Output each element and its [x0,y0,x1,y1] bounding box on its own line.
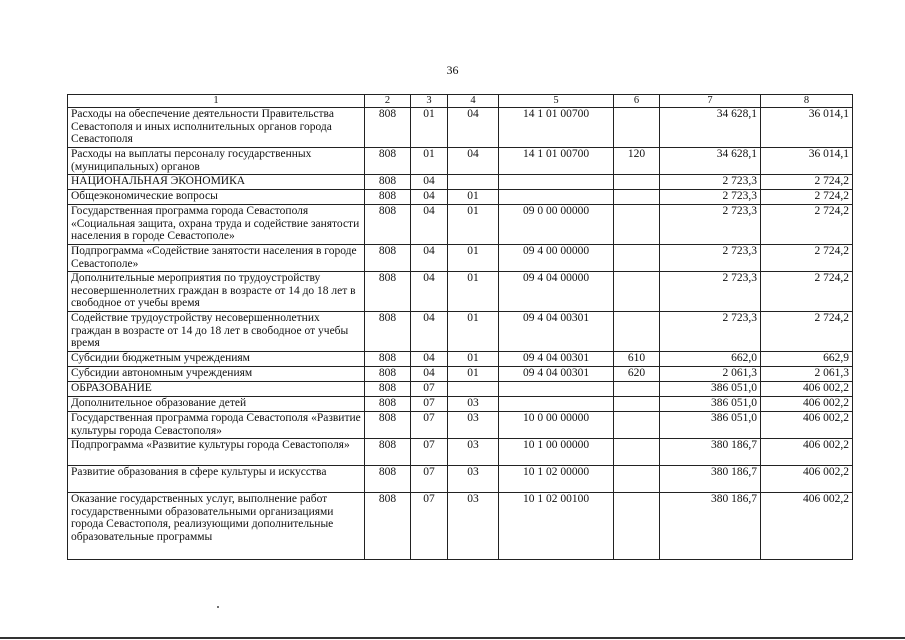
code-cell: 808 [365,148,411,175]
table-row [68,205,853,245]
expense-type-cell [614,382,660,397]
code-cell: 808 [365,412,411,439]
scan-speck [217,606,219,608]
row-name-cell: Субсидии автономным учреждениям [68,367,365,382]
amount-year2-cell: 406 002,2 [761,382,853,397]
amount-year1-cell: 2 723,3 [660,272,761,312]
amount-year1-cell: 386 051,0 [660,397,761,412]
budget-table [67,94,853,560]
target-article-cell [499,190,614,205]
table-row [68,108,853,148]
amount-year1-cell: 2 061,3 [660,367,761,382]
section-cell: 04 [411,175,448,190]
subsection-cell: 01 [448,190,499,205]
amount-year1-cell: 380 186,7 [660,466,761,493]
expense-type-cell [614,205,660,245]
section-cell: 07 [411,397,448,412]
code-cell: 808 [365,205,411,245]
target-article-cell: 09 4 04 00301 [499,367,614,382]
code-cell: 808 [365,382,411,397]
table-header-row [68,95,853,108]
table-row [68,439,853,466]
expense-type-cell [614,312,660,352]
row-name-cell: Содействие трудоустройству несовершеннолетних граждан в возрасте от 14 до 18 лет в свободное от учебы время [68,312,365,352]
expense-type-cell [614,412,660,439]
subsection-cell: 01 [448,312,499,352]
code-cell: 808 [365,190,411,205]
amount-year2-cell: 2 724,2 [761,205,853,245]
target-article-cell [499,382,614,397]
amount-year2-cell: 406 002,2 [761,412,853,439]
code-cell: 808 [365,493,411,560]
amount-year2-cell: 406 002,2 [761,466,853,493]
target-article-cell: 09 4 04 00301 [499,312,614,352]
target-article-cell: 09 4 00 00000 [499,245,614,272]
amount-year1-cell: 2 723,3 [660,312,761,352]
column-header: 1 [68,95,365,108]
target-article-cell: 14 1 01 00700 [499,148,614,175]
table-row [68,312,853,352]
table-row [68,493,853,560]
table-row [68,245,853,272]
row-name-cell: НАЦИОНАЛЬНАЯ ЭКОНОМИКА [68,175,365,190]
section-cell: 07 [411,493,448,560]
expense-type-cell [614,397,660,412]
expense-type-cell [614,493,660,560]
expense-type-cell [614,190,660,205]
section-cell: 01 [411,108,448,148]
target-article-cell: 10 1 00 00000 [499,439,614,466]
column-header: 4 [448,95,499,108]
column-header: 7 [660,95,761,108]
row-name-cell: Государственная программа города Севастополя «Социальная защита, охрана труда и содействие занятости населения в городе Севастополе» [68,205,365,245]
amount-year2-cell: 36 014,1 [761,108,853,148]
row-name-cell: Государственная программа города Севастополя «Развитие культуры города Севастополя» [68,412,365,439]
code-cell: 808 [365,352,411,367]
amount-year1-cell: 34 628,1 [660,148,761,175]
amount-year1-cell: 380 186,7 [660,439,761,466]
section-cell: 01 [411,148,448,175]
section-cell: 07 [411,466,448,493]
section-cell: 04 [411,205,448,245]
expense-type-cell: 620 [614,367,660,382]
row-name-cell: Субсидии бюджетным учреждениям [68,352,365,367]
section-cell: 07 [411,439,448,466]
amount-year2-cell: 36 014,1 [761,148,853,175]
amount-year2-cell: 2 724,2 [761,175,853,190]
subsection-cell: 01 [448,367,499,382]
expense-type-cell [614,245,660,272]
expense-type-cell [614,108,660,148]
table-row [68,352,853,367]
bottom-edge-line [0,637,905,639]
subsection-cell: 04 [448,108,499,148]
target-article-cell: 09 4 04 00000 [499,272,614,312]
expense-type-cell: 120 [614,148,660,175]
code-cell: 808 [365,466,411,493]
table-row [68,148,853,175]
amount-year1-cell: 380 186,7 [660,493,761,560]
expense-type-cell [614,272,660,312]
code-cell: 808 [365,312,411,352]
row-name-cell: Расходы на обеспечение деятельности Правительства Севастополя и иных исполнительных органов города Севастополя [68,108,365,148]
amount-year2-cell: 662,9 [761,352,853,367]
page-number: 36 [446,63,459,77]
code-cell: 808 [365,108,411,148]
subsection-cell [448,175,499,190]
row-name-cell: Оказание государственных услуг, выполнение работ государственными образовательными организациями города Севастополя, реализующими дополнительные образовательные программы [68,493,365,560]
amount-year2-cell: 2 724,2 [761,312,853,352]
subsection-cell: 01 [448,352,499,367]
column-header: 8 [761,95,853,108]
table-row [68,272,853,312]
code-cell: 808 [365,272,411,312]
row-name-cell: Развитие образования в сфере культуры и искусства [68,466,365,493]
target-article-cell [499,397,614,412]
column-header: 3 [411,95,448,108]
target-article-cell: 10 1 02 00000 [499,466,614,493]
row-name-cell: Подпрограмма «Развитие культуры города Севастополя» [68,439,365,466]
table-row [68,466,853,493]
table-row [68,412,853,439]
amount-year1-cell: 386 051,0 [660,382,761,397]
section-cell: 07 [411,382,448,397]
subsection-cell: 01 [448,272,499,312]
amount-year1-cell: 2 723,3 [660,205,761,245]
subsection-cell: 03 [448,466,499,493]
section-cell: 07 [411,412,448,439]
target-article-cell: 09 4 04 00301 [499,352,614,367]
subsection-cell: 01 [448,245,499,272]
column-header: 2 [365,95,411,108]
row-name-cell: Дополнительное образование детей [68,397,365,412]
amount-year1-cell: 662,0 [660,352,761,367]
row-name-cell: ОБРАЗОВАНИЕ [68,382,365,397]
target-article-cell: 10 1 02 00100 [499,493,614,560]
section-cell: 04 [411,272,448,312]
amount-year1-cell: 34 628,1 [660,108,761,148]
subsection-cell: 03 [448,412,499,439]
table-row [68,190,853,205]
target-article-cell: 14 1 01 00700 [499,108,614,148]
amount-year2-cell: 406 002,2 [761,397,853,412]
code-cell: 808 [365,175,411,190]
table-row [68,382,853,397]
code-cell: 808 [365,367,411,382]
target-article-cell: 09 0 00 00000 [499,205,614,245]
subsection-cell: 01 [448,205,499,245]
subsection-cell: 03 [448,397,499,412]
expense-type-cell [614,439,660,466]
table-row [68,367,853,382]
subsection-cell: 04 [448,148,499,175]
expense-type-cell: 610 [614,352,660,367]
section-cell: 04 [411,312,448,352]
code-cell: 808 [365,245,411,272]
subsection-cell: 03 [448,493,499,560]
row-name-cell: Подпрограмма «Содействие занятости населения в городе Севастополе» [68,245,365,272]
section-cell: 04 [411,352,448,367]
row-name-cell: Дополнительные мероприятия по трудоустройству несовершеннолетних граждан в возрасте от 14 до 18 лет в свободное от учебы время [68,272,365,312]
amount-year2-cell: 2 061,3 [761,367,853,382]
table-row [68,397,853,412]
amount-year2-cell: 2 724,2 [761,245,853,272]
amount-year1-cell: 2 723,3 [660,190,761,205]
subsection-cell [448,382,499,397]
row-name-cell: Общеэкономические вопросы [68,190,365,205]
amount-year2-cell: 2 724,2 [761,272,853,312]
amount-year2-cell: 406 002,2 [761,493,853,560]
subsection-cell: 03 [448,439,499,466]
amount-year1-cell: 2 723,3 [660,245,761,272]
expense-type-cell [614,466,660,493]
row-name-cell: Расходы на выплаты персоналу государственных (муниципальных) органов [68,148,365,175]
table-row [68,175,853,190]
amount-year1-cell: 386 051,0 [660,412,761,439]
target-article-cell [499,175,614,190]
code-cell: 808 [365,397,411,412]
code-cell: 808 [365,439,411,466]
target-article-cell: 10 0 00 00000 [499,412,614,439]
column-header: 6 [614,95,660,108]
column-header: 5 [499,95,614,108]
section-cell: 04 [411,190,448,205]
section-cell: 04 [411,367,448,382]
section-cell: 04 [411,245,448,272]
amount-year2-cell: 2 724,2 [761,190,853,205]
amount-year1-cell: 2 723,3 [660,175,761,190]
expense-type-cell [614,175,660,190]
amount-year2-cell: 406 002,2 [761,439,853,466]
